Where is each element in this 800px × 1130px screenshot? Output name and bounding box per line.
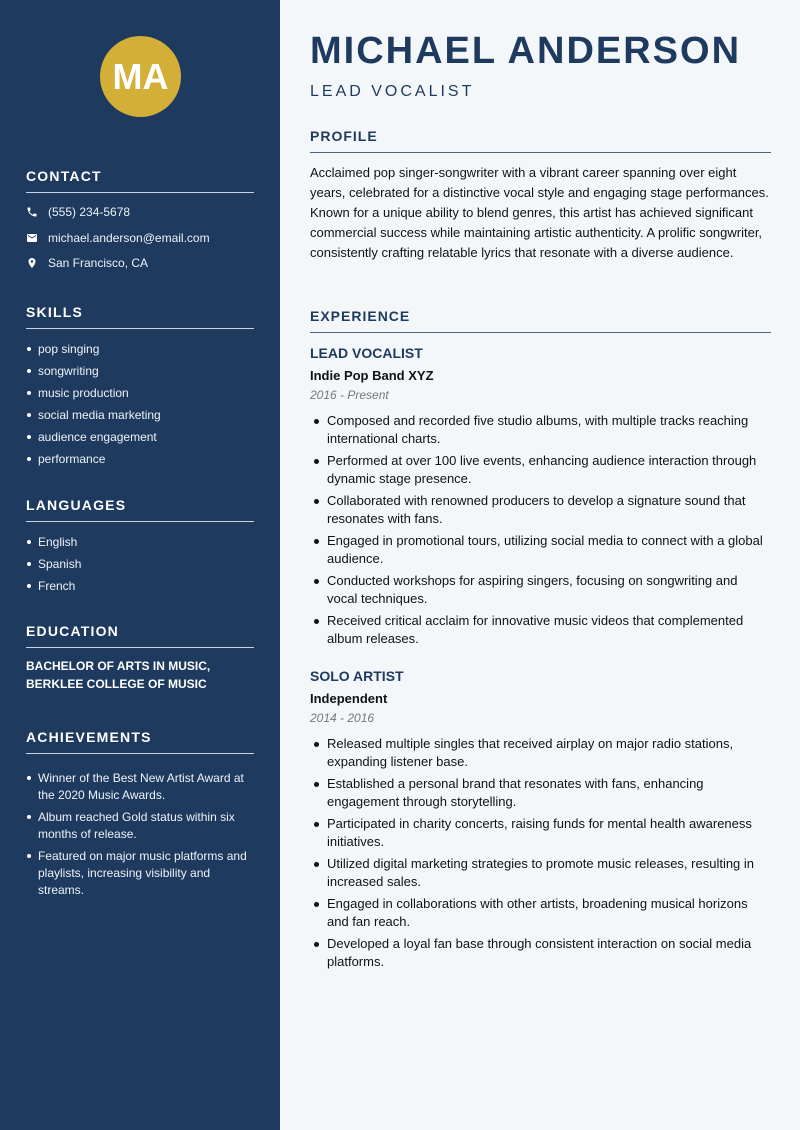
job-bullet: Engaged in collaborations with other artists, broadening musical horizons and fan reach. [310, 895, 771, 931]
job-bullet: Performed at over 100 live events, enhancing audience interaction through dynamic stage presence. [310, 452, 771, 488]
skill-item: social media marketing [26, 407, 254, 429]
contact-heading: CONTACT [26, 168, 254, 193]
languages-list [26, 534, 254, 600]
job-bullet: Received critical acclaim for innovative music videos that complemented album releases. [310, 612, 771, 648]
job-bullet: Established a personal brand that resonates with fans, enhancing engagement through storytelling. [310, 775, 771, 811]
avatar: MA [100, 36, 181, 117]
job-dates: 2014 - 2016 [310, 711, 375, 725]
skill-item: audience engagement [26, 429, 254, 451]
candidate-title: LEAD VOCALIST [310, 83, 475, 100]
education-degree: BACHELOR OF ARTS IN MUSIC, BERKLEE COLLEGE OF MUSIC [26, 659, 211, 691]
email-text: michael.anderson@email.com [48, 231, 210, 245]
language-item: Spanish [26, 556, 254, 578]
skill-item: music production [26, 385, 254, 407]
job-company: Indie Pop Band XYZ [310, 368, 434, 383]
sidebar [0, 0, 280, 1130]
language-item: French [26, 578, 254, 600]
candidate-name: MICHAEL ANDERSON [310, 30, 742, 72]
job-bullets [310, 412, 771, 648]
experience-heading: EXPERIENCE [310, 308, 771, 333]
job-bullet: Participated in charity concerts, raising funds for mental health awareness initiatives. [310, 815, 771, 851]
education-heading: EDUCATION [26, 623, 254, 648]
job-bullet: Composed and recorded five studio albums, with multiple tracks reaching international charts. [310, 412, 771, 448]
location-pin-icon [26, 257, 38, 269]
skill-item: songwriting [26, 363, 254, 385]
job-title: SOLO ARTIST [310, 668, 404, 684]
profile-text: Acclaimed pop singer-songwriter with a vibrant career spanning over eight years, celebrated for a distinctive vocal style and engaging stage performances. Known for a unique ability to blend genres, this artist has achieved significant commercial success while maintaining artistic authenticity. A prolific songwriter, consistently crafting relatable lyrics that resonate with a diverse audience. [310, 165, 769, 260]
job-bullet: Conducted workshops for aspiring singers, focusing on songwriting and vocal techniques. [310, 572, 771, 608]
achievement-item: Featured on major music platforms and playlists, increasing visibility and streams. [26, 848, 254, 899]
job-title: LEAD VOCALIST [310, 345, 423, 361]
skills-heading: SKILLS [26, 304, 254, 329]
contact-phone [26, 205, 130, 219]
job-bullet: Developed a loyal fan base through consistent interaction on social media platforms. [310, 935, 771, 971]
skill-item: pop singing [26, 341, 254, 363]
contact-email [26, 231, 210, 245]
job-entry [310, 345, 771, 652]
achievement-item: Winner of the Best New Artist Award at the 2020 Music Awards. [26, 770, 254, 804]
job-entry [310, 668, 771, 975]
location-text: San Francisco, CA [48, 256, 149, 270]
job-bullet: Utilized digital marketing strategies to promote music releases, resulting in increased sales. [310, 855, 771, 891]
language-item: English [26, 534, 254, 556]
phone-icon [26, 206, 38, 218]
job-bullet: Released multiple singles that received airplay on major radio stations, expanding listener base. [310, 735, 771, 771]
achievements-list [26, 770, 254, 904]
job-bullet: Collaborated with renowned producers to develop a signature sound that resonates with fans. [310, 492, 771, 528]
job-bullet: Engaged in promotional tours, utilizing social media to connect with a global audience. [310, 532, 771, 568]
achievement-item: Album reached Gold status within six months of release. [26, 809, 254, 843]
skills-list [26, 341, 254, 473]
phone-text: (555) 234-5678 [48, 205, 131, 219]
skill-item: performance [26, 451, 254, 473]
email-icon [26, 232, 38, 244]
contact-location [26, 256, 148, 270]
job-dates: 2016 - Present [310, 388, 389, 402]
job-company: Independent [310, 691, 388, 706]
languages-heading: LANGUAGES [26, 497, 254, 522]
profile-heading: PROFILE [310, 128, 771, 153]
achievements-heading: ACHIEVEMENTS [26, 729, 254, 754]
job-bullets [310, 735, 771, 971]
